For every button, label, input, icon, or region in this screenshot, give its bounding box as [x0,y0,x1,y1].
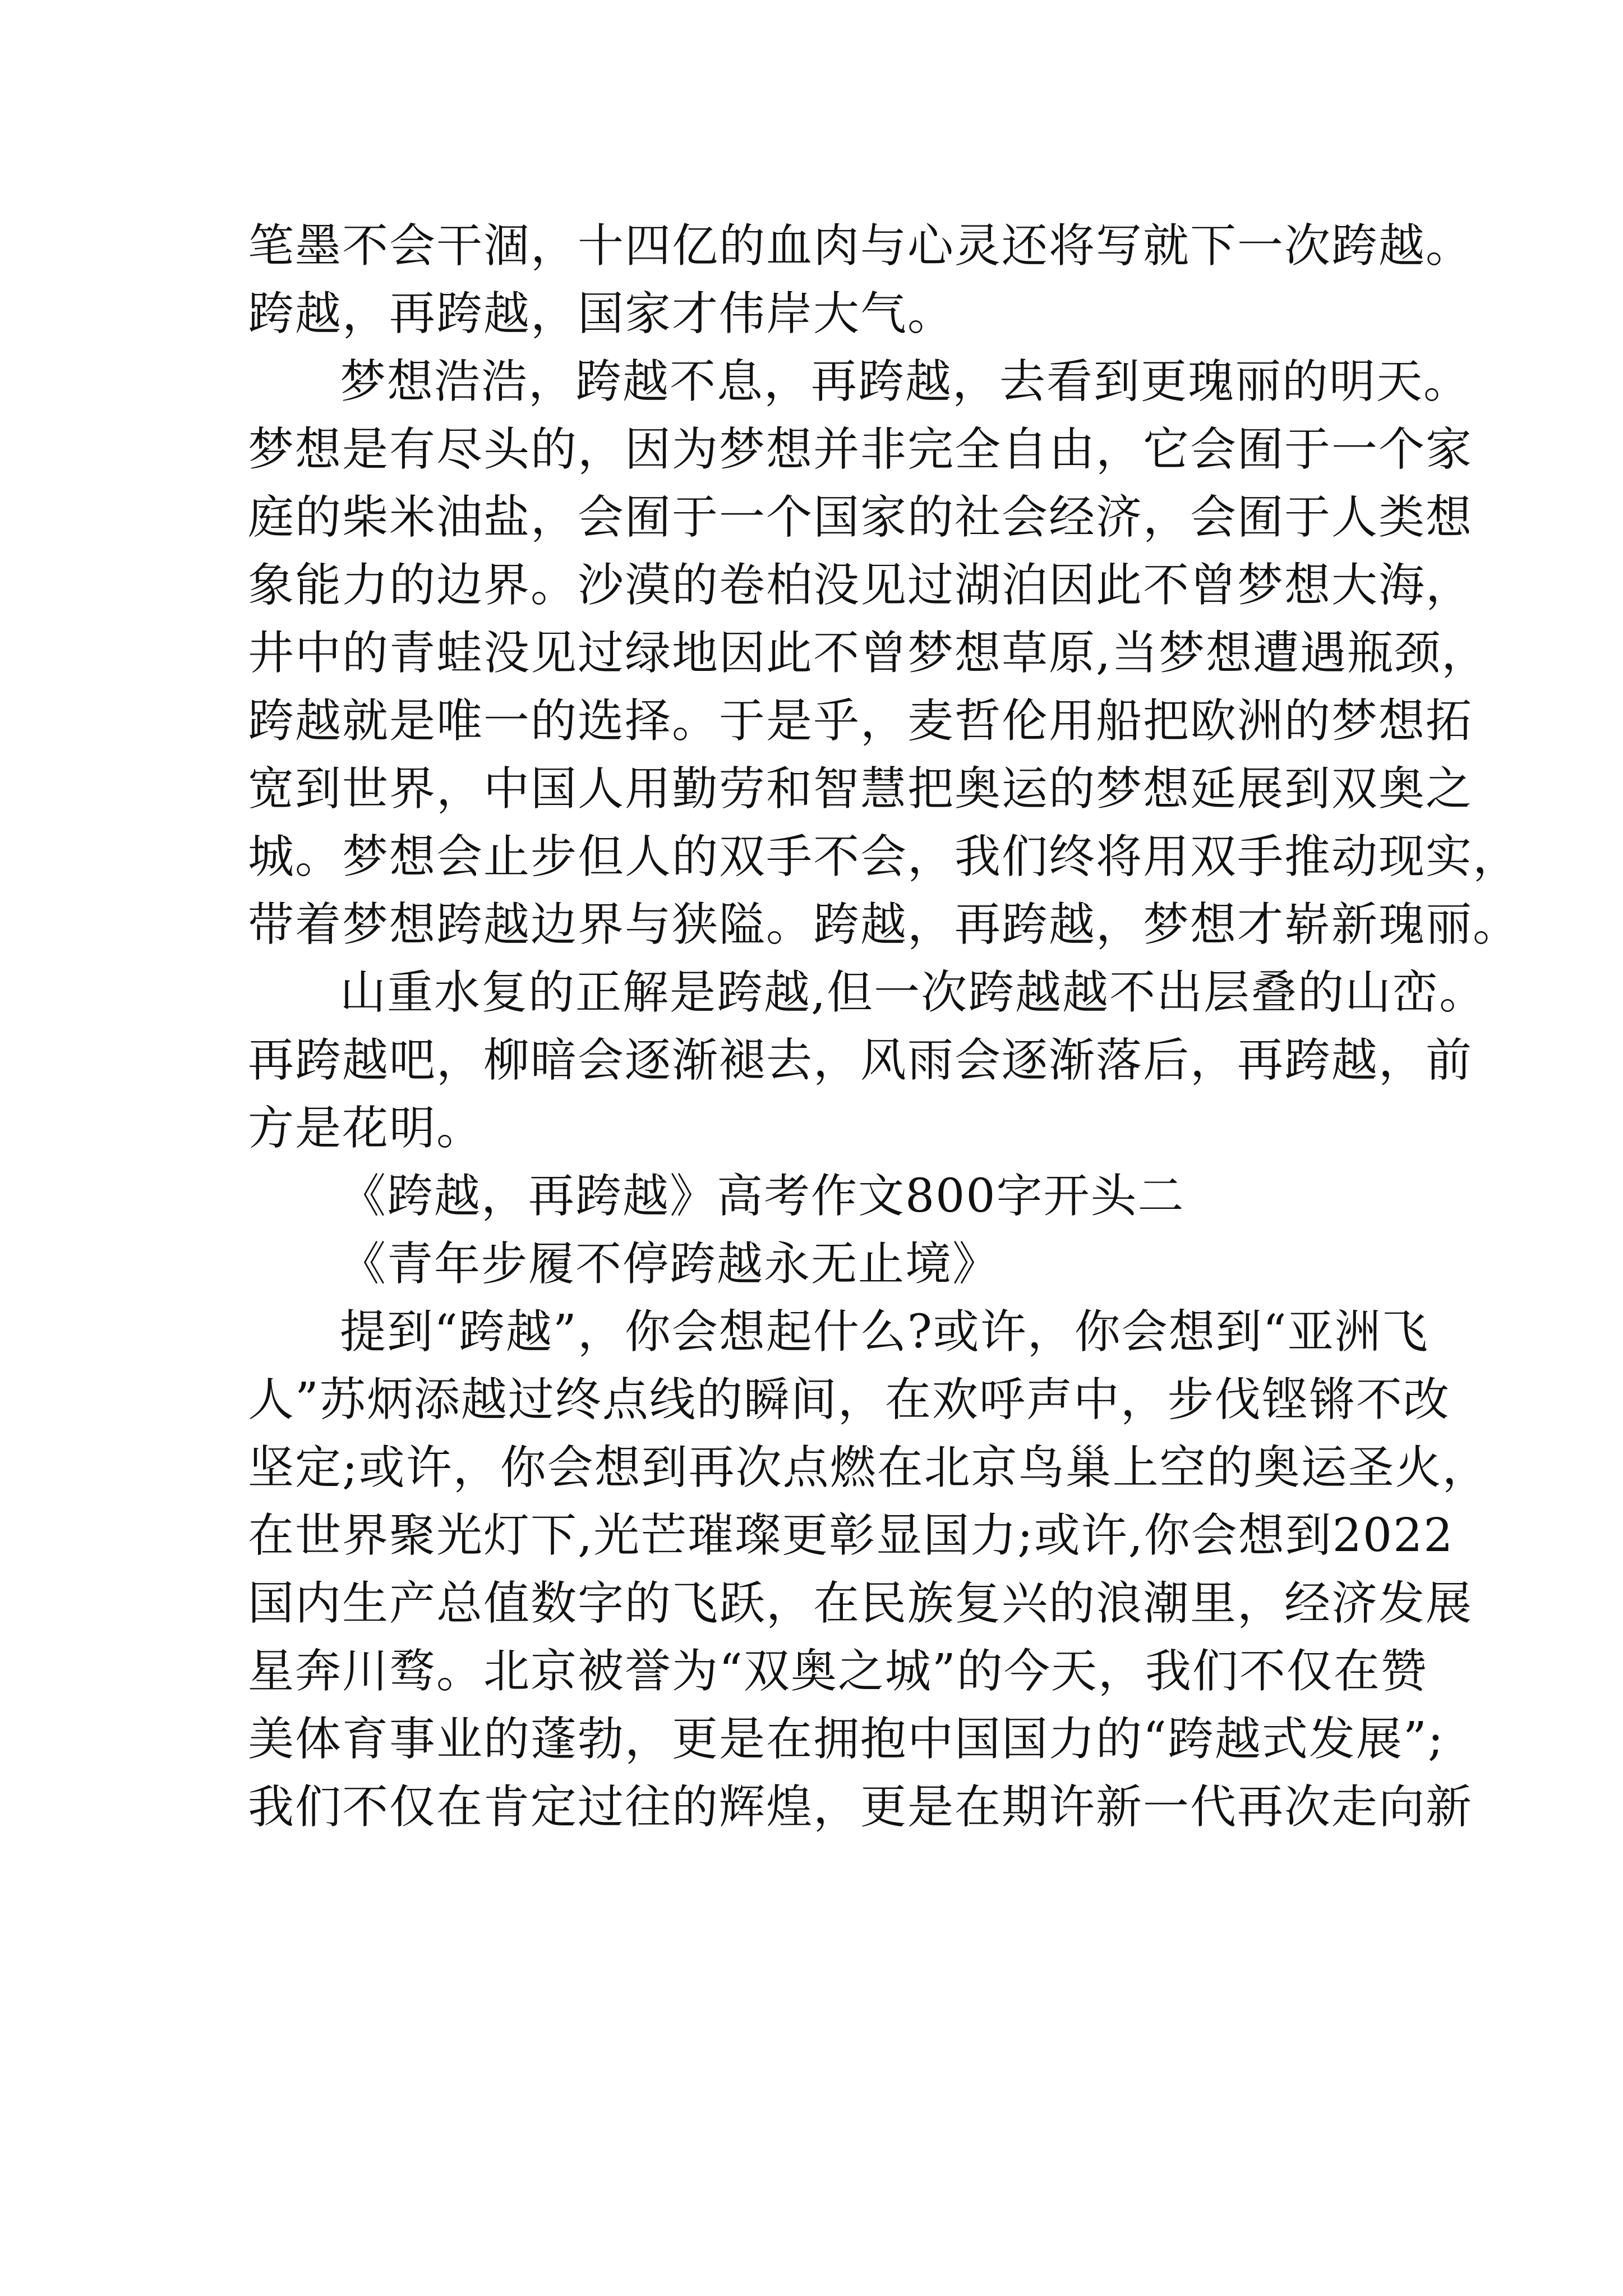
text-line: 国内生产总值数字的飞跃，在民族复兴的浪潮里，经济发展 [248,1577,1473,1630]
text-line: 人”苏炳添越过终点线的瞬间，在欢呼声中，步伐铿锵不改 [248,1373,1450,1427]
text-line: 我们不仅在肯定过往的辉煌，更是在期许新一代再次走向新 [248,1780,1473,1834]
text-line: 城。梦想会止步但人的双手不会，我们终将用双手推动现实， [248,830,1520,884]
text-line: 坚定;或许，你会想到再次点燃在北京鸟巢上空的奥运圣火， [248,1441,1490,1494]
text-line: 跨越就是唯一的选择。于是乎，麦哲伦用船把欧洲的梦想拓 [248,694,1473,748]
text-line: 宽到世界，中国人用勤劳和智慧把奥运的梦想延展到双奥之 [248,762,1473,816]
text-line: 在世界聚光灯下,光芒璀璨更彰显国力;或许,你会想到2022 [248,1509,1454,1562]
paragraph-start-line: 山重水复的正解是跨越,但一次跨越越不出层叠的山峦。 [340,966,1487,1019]
paragraph-start-line: 提到“跨越”，你会想起什么?或许，你会想到“亚洲飞 [340,1305,1429,1359]
section-heading: 《跨越，再跨越》高考作文800字开头二 [340,1170,1185,1223]
body-text [248,212,1520,1841]
essay-title: 《青年步履不停跨越永无止境》 [340,1237,1000,1291]
text-line: 再跨越吧，柳暗会逐渐褪去，风雨会逐渐落后，再跨越，前 [248,1034,1473,1087]
paragraph-start-line: 梦想浩浩，跨越不息，再跨越，去看到更瑰丽的明天。 [340,355,1471,408]
text-line: 梦想是有尽头的，因为梦想并非完全自由，它会囿于一个家 [248,423,1473,476]
text-line: 方是花明。 [248,1102,484,1155]
text-line: 井中的青蛙没见过绿地因此不曾梦想草原,当梦想遭遇瓶颈， [248,627,1489,680]
text-line: 笔墨不会干涸，十四亿的血肉与心灵还将写就下一次跨越。 [248,219,1473,273]
text-line: 美体育事业的蓬勃，更是在拥抱中国国力的“跨越式发展”; [248,1713,1445,1766]
text-line: 象能力的边界。沙漠的卷柏没见过湖泊因此不曾梦想大海， [248,559,1473,612]
text-line: 跨越，再跨越，国家才伟岸大气。 [248,287,955,341]
text-line: 带着梦想跨越边界与狭隘。跨越，再跨越，梦想才崭新瑰丽。 [248,898,1520,951]
text-line: 星奔川骛。北京被誉为“双奥之城”的今天，我们不仅在赞 [248,1645,1428,1698]
text-line: 庭的柴米油盐，会囿于一个国家的社会经济，会囿于人类想 [248,491,1473,544]
